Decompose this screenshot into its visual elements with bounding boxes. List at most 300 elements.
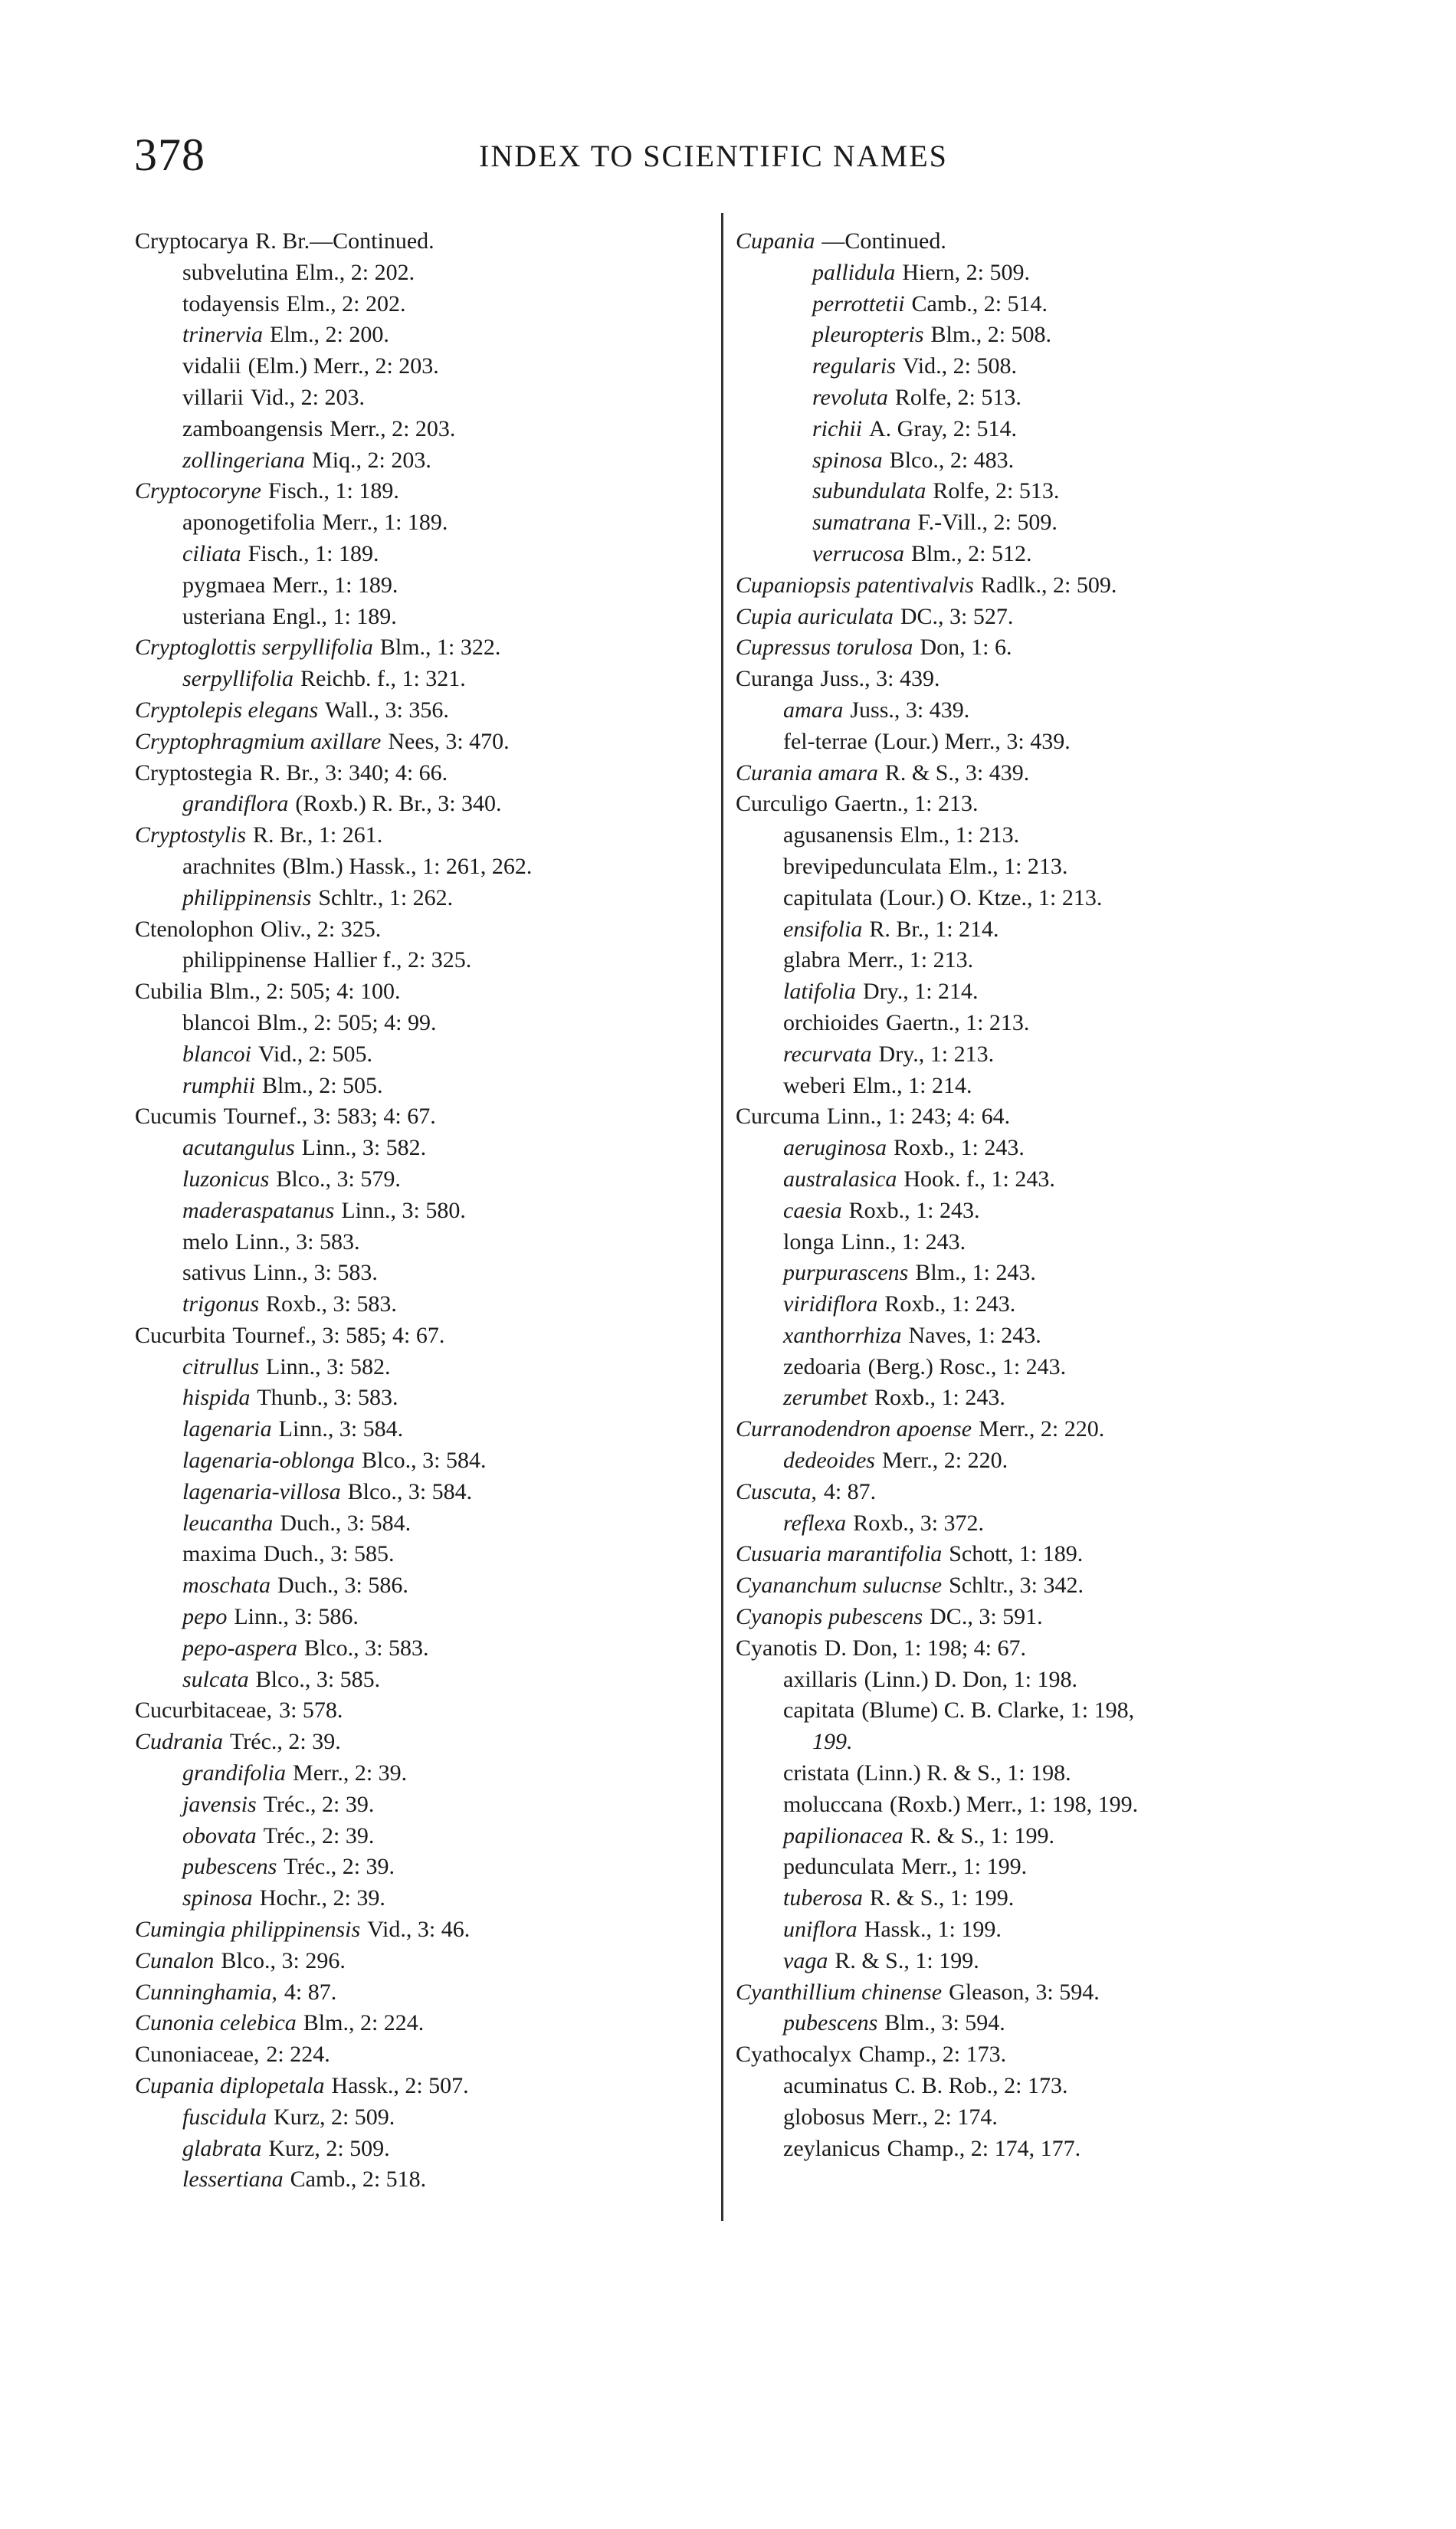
- taxon-reference: (Lour.) O. Ktze., 1: 213.: [879, 884, 1103, 910]
- taxon-reference: Elm., 1: 213.: [900, 822, 1020, 848]
- taxon-name: Cuscuta,: [736, 1478, 817, 1504]
- taxon-reference: Hook. f., 1: 243.: [903, 1166, 1055, 1192]
- taxon-name: obovata: [182, 1822, 257, 1848]
- taxon-name: Curculigo: [736, 791, 828, 817]
- index-entry: [736, 257, 1349, 289]
- taxon-reference: Rolfe, 2: 513.: [894, 384, 1021, 410]
- column-divider: [721, 213, 723, 2221]
- index-entry: [135, 2164, 748, 2196]
- taxon-reference: Blco., 3: 583.: [303, 1635, 429, 1661]
- taxon-name: regularis: [812, 353, 896, 379]
- taxon-reference: R. & S., 1: 199.: [869, 1885, 1015, 1911]
- taxon-name: weberi: [783, 1072, 846, 1098]
- taxon-name: pleuropteris: [812, 322, 924, 348]
- taxon-name: recurvata: [783, 1041, 872, 1067]
- taxon-reference: Linn., 1: 243.: [841, 1228, 966, 1255]
- taxon-name: Curranodendron apoense: [736, 1416, 972, 1442]
- index-entry: [135, 758, 748, 789]
- index-column-left: [135, 226, 748, 2196]
- taxon-name: vidalii: [182, 353, 241, 379]
- index-entry: [736, 382, 1349, 414]
- index-entry: [736, 1946, 1349, 1977]
- taxon-reference: R. & S., 1: 199.: [835, 1947, 979, 1973]
- taxon-name: Ctenolophon: [135, 916, 254, 942]
- taxon-reference: 4: 87.: [823, 1478, 877, 1504]
- index-entry: [736, 1164, 1349, 1196]
- index-entry: [135, 2008, 748, 2039]
- taxon-reference: Linn., 1: 243; 4: 64.: [826, 1104, 1011, 1130]
- taxon-reference: Hochr., 2: 39.: [259, 1885, 385, 1911]
- taxon-name: aponogetifolia: [182, 510, 316, 536]
- taxon-name: acutangulus: [182, 1135, 295, 1161]
- index-entry: [736, 2039, 1349, 2071]
- index-entry: [135, 727, 748, 758]
- taxon-name: Cucurbita: [135, 1322, 226, 1348]
- taxon-reference: Oliv., 2: 325.: [261, 916, 382, 942]
- index-entry: [135, 1758, 748, 1789]
- taxon-name: lagenaria: [182, 1416, 272, 1442]
- index-entry: [135, 602, 748, 633]
- taxon-name: Cryptophragmium axillare: [135, 728, 382, 754]
- taxon-name: Cyananchum sulucnse: [736, 1573, 943, 1599]
- taxon-name: Cusuaria marantifolia: [736, 1541, 943, 1567]
- taxon-reference: Don, 1: 6.: [920, 635, 1012, 661]
- taxon-name: tuberosa: [783, 1885, 863, 1911]
- index-entry: [135, 1383, 748, 1414]
- taxon-reference: Blm., 2: 224.: [303, 2010, 425, 2036]
- index-entry: [135, 851, 748, 883]
- index-entry: [736, 1071, 1349, 1102]
- index-entry: [135, 945, 748, 976]
- taxon-reference: Merr., 2: 39.: [293, 1760, 408, 1786]
- taxon-name: reflexa: [783, 1510, 847, 1536]
- index-entry: [135, 507, 748, 539]
- taxon-reference: Blco., 3: 585.: [255, 1666, 381, 1692]
- taxon-reference: DC., 3: 527.: [900, 603, 1014, 629]
- taxon-name: melo: [182, 1228, 228, 1255]
- index-entry: [135, 1508, 748, 1540]
- index-entry: [135, 1477, 748, 1508]
- taxon-name: moluccana: [783, 1791, 883, 1817]
- index-entry: [736, 1101, 1349, 1133]
- index-entry: [736, 1414, 1349, 1445]
- taxon-reference: Hallier f., 2: 325.: [313, 947, 472, 973]
- taxon-name: arachnites: [182, 853, 276, 879]
- taxon-name: villarii: [182, 384, 244, 410]
- taxon-reference: Gaertn., 1: 213.: [885, 1009, 1030, 1035]
- index-entry: [736, 1789, 1349, 1821]
- taxon-name: revoluta: [812, 384, 888, 410]
- taxon-reference: Roxb., 1: 243.: [874, 1385, 1005, 1411]
- taxon-reference: —Continued.: [821, 228, 946, 254]
- index-entry: [135, 445, 748, 477]
- taxon-reference: Blm., 1: 243.: [915, 1260, 1036, 1286]
- index-entry: [736, 2008, 1349, 2039]
- taxon-name: pallidula: [812, 259, 896, 285]
- taxon-reference: Blco., 3: 579.: [276, 1166, 401, 1192]
- index-entry: [736, 851, 1349, 883]
- taxon-name: sulcata: [182, 1666, 249, 1692]
- taxon-reference: Tournef., 3: 583; 4: 67.: [223, 1104, 436, 1130]
- taxon-reference: (Linn.) D. Don, 1: 198.: [864, 1666, 1077, 1692]
- taxon-reference: Elm., 2: 202.: [295, 259, 415, 285]
- taxon-reference: Thunb., 3: 583.: [257, 1385, 398, 1411]
- taxon-name: amara: [783, 697, 844, 723]
- taxon-reference: Radlk., 2: 509.: [980, 572, 1117, 598]
- index-entry: [135, 414, 748, 445]
- index-entry: [135, 914, 748, 946]
- taxon-reference: (Lour.) Merr., 3: 439.: [874, 728, 1071, 754]
- index-entry: [135, 257, 748, 289]
- taxon-name: spinosa: [182, 1885, 253, 1911]
- index-entry: [135, 1946, 748, 1977]
- taxon-reference: Champ., 2: 173.: [858, 2042, 1007, 2068]
- taxon-name: brevipedunculata: [783, 853, 942, 879]
- index-entry: [736, 570, 1349, 602]
- index-entry: [736, 1727, 1349, 1758]
- taxon-reference: Blco., 3: 584.: [362, 1448, 487, 1474]
- taxon-reference: Merr., 1: 189.: [322, 510, 448, 536]
- taxon-reference: R. Br., 3: 340; 4: 66.: [259, 759, 448, 786]
- taxon-reference: Schltr., 3: 342.: [949, 1573, 1084, 1599]
- taxon-name: Cubilia: [135, 979, 203, 1005]
- taxon-name: Cunninghamia,: [135, 1979, 277, 2005]
- taxon-reference: Gaertn., 1: 213.: [835, 791, 979, 817]
- index-entry: [736, 1570, 1349, 1602]
- taxon-name: perrottetii: [812, 290, 905, 317]
- index-entry: [135, 351, 748, 382]
- taxon-name: Cudrania: [135, 1729, 224, 1755]
- taxon-reference: Tréc., 2: 39.: [284, 1854, 395, 1880]
- taxon-name: javensis: [182, 1791, 257, 1817]
- taxon-reference: Blm., 1: 322.: [379, 635, 501, 661]
- taxon-name: glabra: [783, 947, 841, 973]
- taxon-name: acuminatus: [783, 2073, 888, 2099]
- index-entry: [736, 1227, 1349, 1258]
- taxon-reference: Merr., 2: 174.: [871, 2104, 998, 2130]
- taxon-name: pubescens: [182, 1854, 277, 1880]
- index-entry: [135, 2039, 748, 2071]
- index-entry: [736, 914, 1349, 946]
- index-entry: [135, 320, 748, 351]
- taxon-reference: Rolfe, 2: 513.: [933, 478, 1060, 504]
- taxon-reference: Nees, 3: 470.: [388, 728, 510, 754]
- taxon-reference: Dry., 1: 214.: [863, 979, 979, 1005]
- taxon-reference: (Blume) C. B. Clarke, 1: 198,: [861, 1697, 1135, 1724]
- taxon-name: Cucurbitaceae,: [135, 1697, 273, 1724]
- index-entry: [135, 476, 748, 507]
- taxon-reference: Linn., 3: 584.: [278, 1416, 404, 1442]
- index-entry: [736, 539, 1349, 570]
- index-entry: [736, 1695, 1349, 1727]
- taxon-reference: Blm., 2: 505; 4: 100.: [209, 979, 401, 1005]
- taxon-name: leucantha: [182, 1510, 274, 1536]
- index-entry: [135, 1883, 748, 1914]
- taxon-reference: Hassk., 2: 507.: [331, 2073, 469, 2099]
- index-entry: [736, 1008, 1349, 1039]
- taxon-name: hispida: [182, 1385, 251, 1411]
- taxon-name: Cryptocarya: [135, 228, 249, 254]
- index-entry: [736, 1445, 1349, 1477]
- taxon-name: blancoi: [182, 1009, 251, 1035]
- taxon-name: viridiflora: [783, 1291, 878, 1317]
- taxon-reference: Linn., 3: 583.: [253, 1260, 378, 1286]
- index-entry: [736, 1633, 1349, 1665]
- taxon-reference: Merr., 2: 220.: [881, 1448, 1008, 1474]
- index-entry: [135, 883, 748, 914]
- taxon-reference: Elm., 2: 200.: [270, 322, 389, 348]
- taxon-name: fel-terrae: [783, 728, 867, 754]
- taxon-name: Cyanopis pubescens: [736, 1604, 923, 1630]
- index-entry: [736, 1133, 1349, 1164]
- index-entry: [736, 664, 1349, 695]
- index-entry: [736, 414, 1349, 445]
- taxon-name: usteriana: [182, 603, 266, 629]
- taxon-name: Curcuma: [736, 1104, 820, 1130]
- taxon-reference: (Elm.) Merr., 2: 203.: [248, 353, 439, 379]
- index-entry: [736, 695, 1349, 727]
- taxon-name: Cunoniaceae,: [135, 2042, 260, 2068]
- taxon-reference: Linn., 3: 582.: [301, 1135, 427, 1161]
- taxon-reference: Blm., 2: 505; 4: 99.: [257, 1009, 437, 1035]
- taxon-reference: Vid., 2: 505.: [258, 1041, 373, 1067]
- index-entry: [736, 1602, 1349, 1633]
- taxon-reference: 4: 87.: [284, 1979, 337, 2005]
- taxon-name: Cupia auriculata: [736, 603, 894, 629]
- taxon-name: longa: [783, 1228, 835, 1255]
- taxon-name: ensifolia: [783, 916, 863, 942]
- taxon-name: Cumingia philippinensis: [135, 1917, 361, 1943]
- taxon-name: latifolia: [783, 979, 857, 1005]
- taxon-reference: Blm., 2: 512.: [910, 540, 1032, 566]
- taxon-name: maxima: [182, 1541, 257, 1567]
- taxon-name: zerumbet: [783, 1385, 867, 1411]
- index-entry: [135, 1977, 748, 2009]
- taxon-name: maderaspatanus: [182, 1197, 335, 1223]
- taxon-reference: Roxb., 1: 243.: [848, 1197, 980, 1223]
- taxon-reference: Camb., 2: 514.: [911, 290, 1048, 317]
- index-entry: [135, 1789, 748, 1821]
- index-entry: [736, 1883, 1349, 1914]
- taxon-name: Cunonia celebica: [135, 2010, 297, 2036]
- page-header: [134, 129, 1360, 190]
- index-entry: [135, 1352, 748, 1383]
- taxon-name: Curanga: [736, 666, 814, 692]
- taxon-reference: Elm., 1: 214.: [852, 1072, 972, 1098]
- taxon-reference: Miq., 2: 203.: [312, 447, 431, 473]
- index-entry: [135, 1821, 748, 1852]
- taxon-reference: Roxb., 1: 243.: [884, 1291, 1016, 1317]
- taxon-reference: Tréc., 2: 39.: [263, 1791, 375, 1817]
- taxon-reference: Blm., 2: 505.: [262, 1072, 383, 1098]
- index-entry: [736, 883, 1349, 914]
- taxon-reference: Duch., 3: 586.: [277, 1573, 408, 1599]
- index-entry: [135, 664, 748, 695]
- index-entry: [736, 1320, 1349, 1352]
- index-entry: [135, 1227, 748, 1258]
- index-entry: [736, 1196, 1349, 1227]
- index-entry: [736, 2071, 1349, 2102]
- taxon-name: zedoaria: [783, 1353, 861, 1379]
- index-entry: [135, 1570, 748, 1602]
- taxon-name: glabrata: [182, 2135, 262, 2161]
- taxon-name: philippinense: [182, 947, 307, 973]
- taxon-name: axillaris: [783, 1666, 858, 1692]
- index-entry: [736, 758, 1349, 789]
- taxon-reference: Hiern, 2: 509.: [902, 259, 1030, 285]
- index-entry: [135, 1289, 748, 1320]
- taxon-name: todayensis: [182, 290, 280, 317]
- index-entry: [736, 445, 1349, 477]
- index-entry: [736, 1852, 1349, 1883]
- taxon-reference: Dry., 1: 213.: [878, 1041, 995, 1067]
- index-entry: [736, 507, 1349, 539]
- taxon-reference: R. Br.—Continued.: [255, 228, 435, 254]
- index-entry: [135, 1914, 748, 1946]
- taxon-name: Cupressus torulosa: [736, 635, 913, 661]
- taxon-reference: C. B. Rob., 2: 173.: [894, 2073, 1068, 2099]
- taxon-name: subvelutina: [182, 259, 289, 285]
- taxon-name: spinosa: [812, 447, 883, 473]
- index-entry: [135, 632, 748, 664]
- taxon-name: blancoi: [182, 1041, 251, 1067]
- index-column-right: [736, 226, 1349, 2164]
- taxon-name: Cryptocoryne: [135, 478, 261, 504]
- page-number: 378: [134, 130, 205, 180]
- taxon-name: Cucumis: [135, 1104, 217, 1130]
- taxon-name: zollingeriana: [182, 447, 306, 473]
- taxon-name: luzonicus: [182, 1166, 270, 1192]
- taxon-name: Curania amara: [736, 759, 878, 786]
- index-entry: [736, 1289, 1349, 1320]
- index-entry: [736, 351, 1349, 382]
- index-entry: [736, 602, 1349, 633]
- index-entry: [736, 1665, 1349, 1696]
- index-entry: [736, 632, 1349, 664]
- index-entry: [135, 1602, 748, 1633]
- index-entry: [736, 1508, 1349, 1540]
- index-entry: [736, 320, 1349, 351]
- taxon-name: subundulata: [812, 478, 926, 504]
- taxon-reference: Schltr., 1: 262.: [318, 884, 454, 910]
- index-entry: [135, 1196, 748, 1227]
- taxon-reference: Vid., 3: 46.: [367, 1917, 471, 1943]
- taxon-name: pubescens: [783, 2010, 878, 2036]
- taxon-name: uniflora: [783, 1917, 858, 1943]
- taxon-name: verrucosa: [812, 540, 904, 566]
- index-entry: [135, 1852, 748, 1883]
- taxon-reference: Duch., 3: 585.: [263, 1541, 395, 1567]
- index-entry: [736, 1352, 1349, 1383]
- taxon-name: pygmaea: [182, 572, 266, 598]
- taxon-reference: (Roxb.) R. Br., 3: 340.: [295, 791, 502, 817]
- taxon-reference: Reichb. f., 1: 321.: [300, 666, 466, 692]
- index-entry: [135, 1320, 748, 1352]
- taxon-reference: DC., 3: 591.: [930, 1604, 1043, 1630]
- taxon-reference: (Berg.) Rosc., 1: 243.: [867, 1353, 1067, 1379]
- taxon-name: Cyanotis: [736, 1635, 818, 1661]
- taxon-name: fuscidula: [182, 2104, 267, 2130]
- taxon-reference: F.-Vill., 2: 509.: [917, 510, 1058, 536]
- taxon-name: trinervia: [182, 322, 263, 348]
- index-entry: [135, 226, 748, 257]
- taxon-name: lagenaria-oblonga: [182, 1448, 355, 1474]
- taxon-reference: Juss., 3: 439.: [850, 697, 970, 723]
- taxon-name: trigonus: [182, 1291, 260, 1317]
- index-entry: [736, 945, 1349, 976]
- index-entry: [135, 2102, 748, 2134]
- index-entry: [135, 2071, 748, 2102]
- index-entry: [135, 1164, 748, 1196]
- taxon-reference: (Roxb.) Merr., 1: 198, 199.: [889, 1791, 1139, 1817]
- index-entry: [736, 289, 1349, 320]
- taxon-reference: Merr., 1: 199.: [900, 1854, 1028, 1880]
- index-entry: [135, 289, 748, 320]
- taxon-name: Cryptolepis elegans: [135, 697, 319, 723]
- taxon-name: pepo: [182, 1604, 228, 1630]
- taxon-reference: Roxb., 1: 243.: [894, 1135, 1025, 1161]
- taxon-reference: 2: 224.: [266, 2042, 330, 2068]
- index-entry: [135, 1133, 748, 1164]
- taxon-reference: Linn., 3: 582.: [266, 1353, 391, 1379]
- taxon-name: lagenaria-villosa: [182, 1478, 341, 1504]
- index-entry: [135, 1539, 748, 1570]
- taxon-reference: Gleason, 3: 594.: [949, 1979, 1100, 2005]
- taxon-reference: (Blm.) Hassk., 1: 261, 262.: [282, 853, 533, 879]
- index-entry: [135, 570, 748, 602]
- taxon-name: papilionacea: [783, 1822, 903, 1848]
- index-entry: [135, 1445, 748, 1477]
- index-entry: [135, 1039, 748, 1071]
- taxon-name: sativus: [182, 1260, 247, 1286]
- taxon-name: zamboangensis: [182, 415, 323, 441]
- index-entry: [135, 820, 748, 851]
- taxon-reference: R. Br., 1: 214.: [869, 916, 999, 942]
- taxon-name: globosus: [783, 2104, 865, 2130]
- taxon-reference: Duch., 3: 584.: [280, 1510, 412, 1536]
- taxon-reference: (Linn.) R. & S., 1: 198.: [856, 1760, 1071, 1786]
- taxon-reference: Champ., 2: 174, 177.: [887, 2135, 1081, 2161]
- taxon-reference: Blco., 3: 584.: [347, 1478, 473, 1504]
- taxon-name: Cryptoglottis serpyllifolia: [135, 635, 373, 661]
- taxon-reference: R. & S., 1: 199.: [910, 1822, 1055, 1848]
- taxon-name: moschata: [182, 1573, 271, 1599]
- taxon-reference: Elm., 1: 213.: [948, 853, 1068, 879]
- taxon-name: capitulata: [783, 884, 873, 910]
- index-entry: [736, 1383, 1349, 1414]
- taxon-name: Cupania diplopetala: [135, 2073, 325, 2099]
- taxon-reference: Naves, 1: 243.: [908, 1322, 1041, 1348]
- index-entry: [135, 1101, 748, 1133]
- taxon-name: pepo-aspera: [182, 1635, 297, 1661]
- index-entry: [135, 382, 748, 414]
- taxon-reference: Blm., 2: 508.: [930, 322, 1052, 348]
- index-entry: [736, 789, 1349, 820]
- taxon-reference: A. Gray, 2: 514.: [869, 415, 1018, 441]
- taxon-name: Cryptostegia: [135, 759, 253, 786]
- taxon-reference: Linn., 3: 580.: [341, 1197, 466, 1223]
- taxon-reference: Merr., 1: 189.: [272, 572, 398, 598]
- taxon-name: pedunculata: [783, 1854, 894, 1880]
- taxon-name: australasica: [783, 1166, 897, 1192]
- taxon-name: Cyathocalyx: [736, 2042, 852, 2068]
- taxon-reference: Blm., 3: 594.: [884, 2010, 1005, 2036]
- taxon-name: rumphii: [182, 1072, 256, 1098]
- taxon-name: philippinensis: [182, 884, 312, 910]
- taxon-reference: 3: 578.: [279, 1697, 343, 1724]
- index-entry: [135, 1665, 748, 1696]
- taxon-name: vaga: [783, 1947, 828, 1973]
